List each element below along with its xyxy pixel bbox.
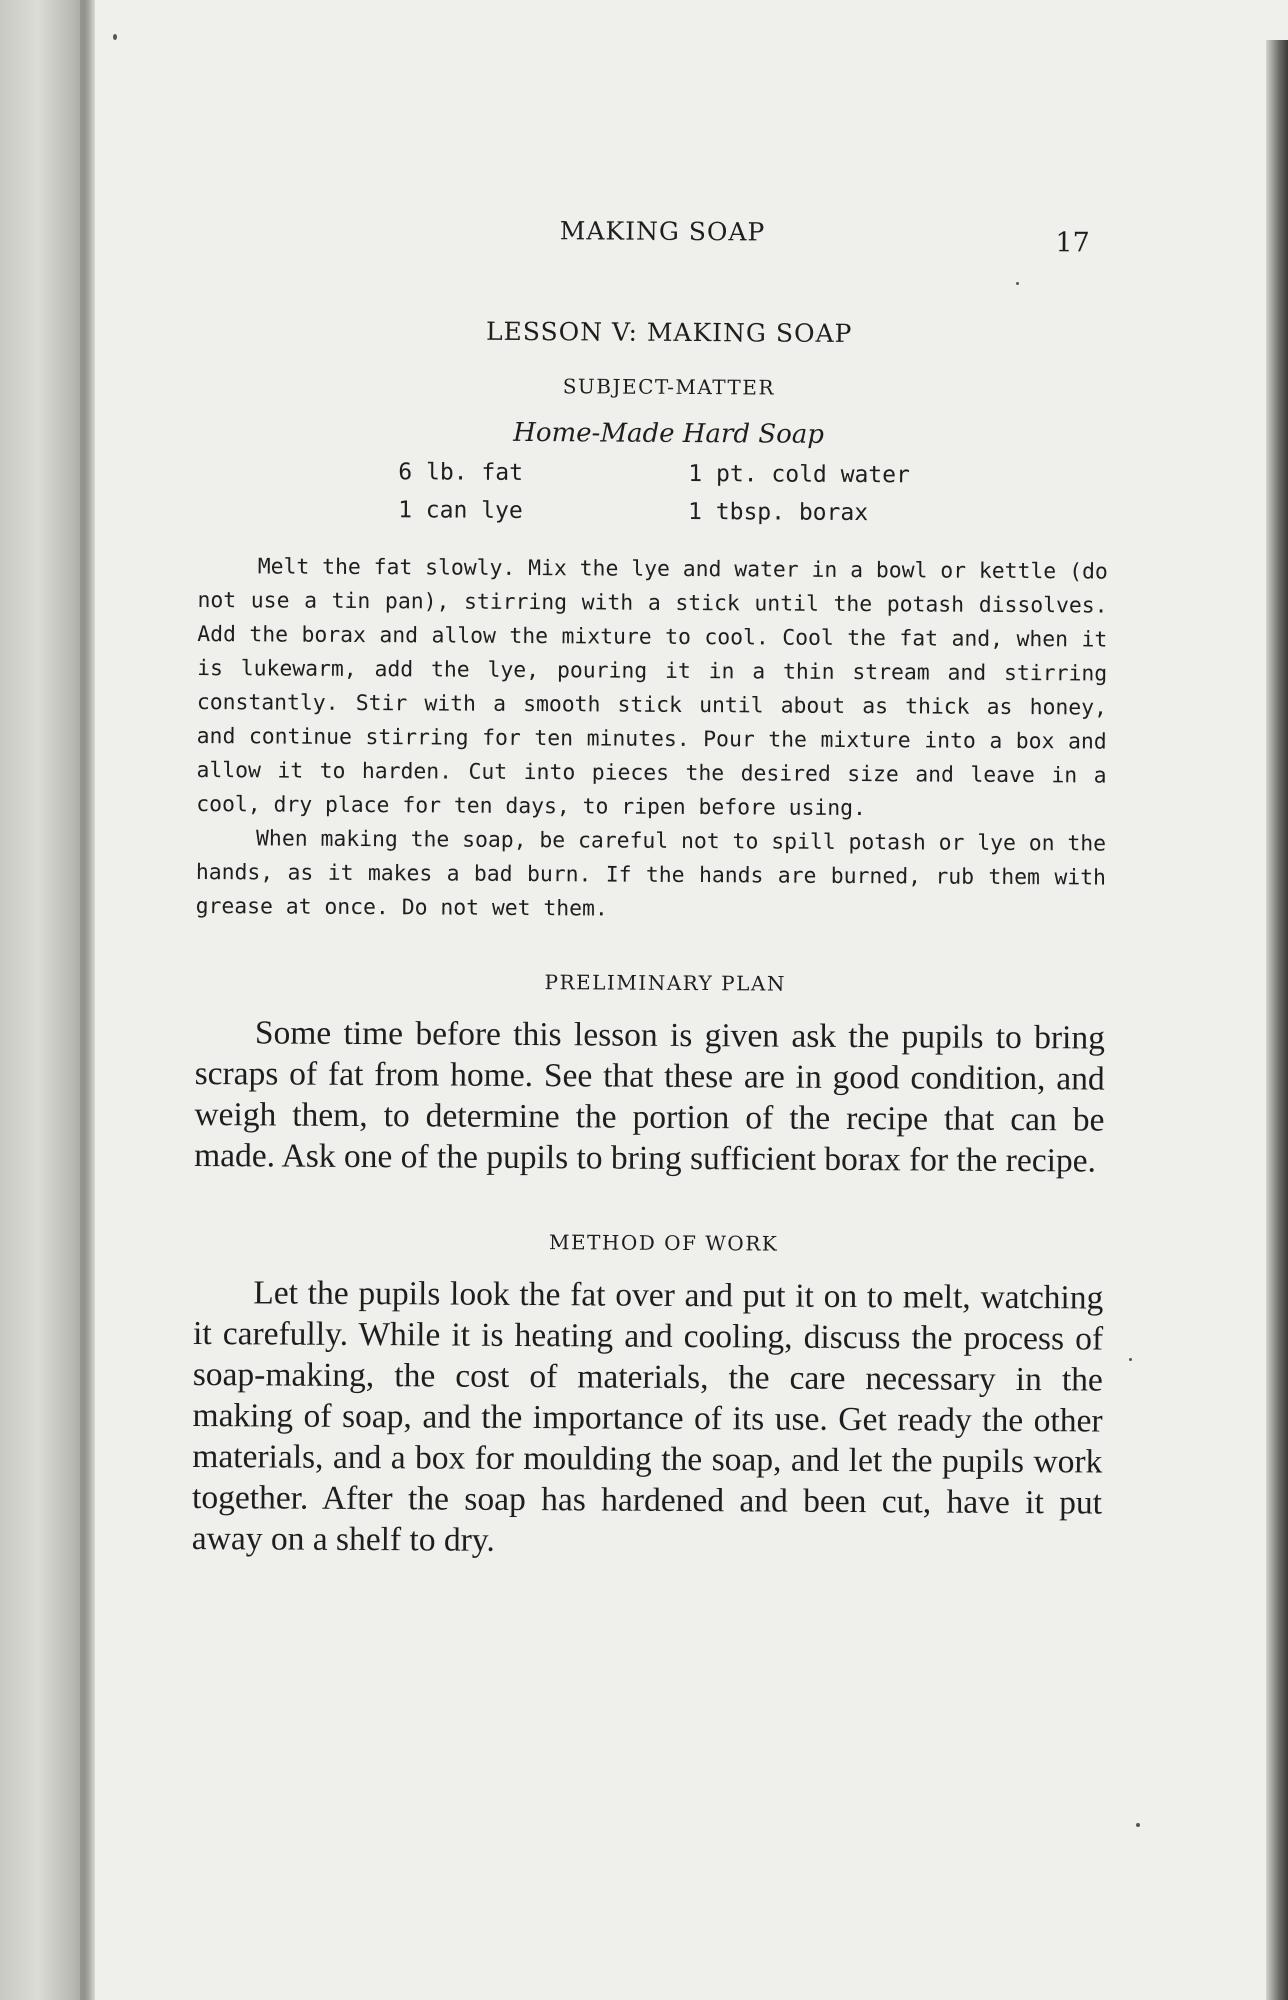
dust-speck [113,34,117,40]
page-number: 17 [1055,227,1090,259]
ingredient-list [398,453,1118,533]
safety-note-paragraph: When making the soap, be careful not to spill potash or lye on the hands, as it makes a bad burn. If the hands are burned, rub them with grease at once. Do not wet them. [195,826,1107,922]
ingredient-item: 6 lb. fat [398,459,524,486]
subject-matter-heading: SUBJECT-MATTER [562,374,776,400]
book-page [192,200,1120,1565]
recipe-instructions-paragraph: Melt the fat slowly. Mix the lye and water in a bowl or kettle (do not use a tin pan), stirring with a stick until the potash dissolves. Add the borax and allow the mixture to cool. Cool the fat and, when it is lukewarm, add the lye, pouring it in a thin stream and stirring constantly. Stir with a smooth stick until about as thick as honey, and continue stirring for ten minutes. Pour the mixture into a box and allow it to harden. Cut into pieces the desired size and leave in a cool, dry place for ten days, to ripen before using. [196,554,1108,822]
dust-speck [1136,1823,1140,1827]
lesson-title: LESSON V: MAKING SOAP [485,316,853,348]
running-title: MAKING SOAP [559,216,766,247]
ingredient-item: 1 tbsp. borax [688,498,869,527]
recipe-title: Home-Made Hard Soap [513,417,825,450]
page-edge-shadow [1266,40,1288,2000]
dust-speck [1129,1358,1132,1361]
method-of-work-paragraph: Let the pupils look the fat over and put it on to melt, watching it carefully. While it is heating and cooling, discuss the process of soap-making, the cost of materials, the care necessary in the making of soap, and the importance of its use. Get ready the other materials, and a box for moulding the soap, and let the pupils work together. After the soap has hardened and been cut, have it put away on a shelf to dry. [191,1274,1104,1559]
ingredient-item: 1 can lye [398,497,523,524]
running-head [200,200,1120,266]
ingredient-item: 1 pt. cold water [688,460,910,489]
method-of-work-heading: METHOD OF WORK [548,1230,779,1256]
preliminary-plan-heading: PRELIMINARY PLAN [544,970,786,996]
preliminary-plan-paragraph: Some time before this lesson is given ask the pupils to bring scraps of fat from home. See that these are in good condition, and weigh them, to determine the portion of the recipe that can be made. Ask one of the pupils to bring sufficient borax for the recipe. [194,1014,1106,1180]
gutter-shadow [80,0,86,2000]
